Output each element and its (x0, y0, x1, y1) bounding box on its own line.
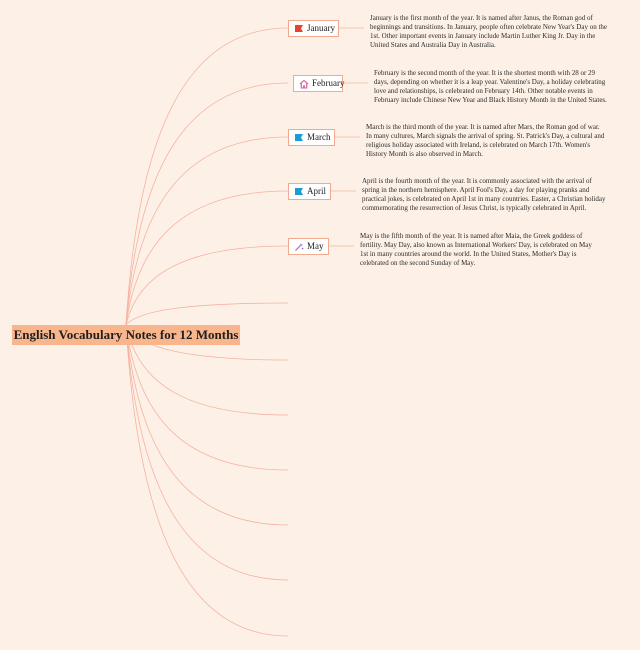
topic-april[interactable] (288, 183, 331, 200)
blue-flag-icon (294, 133, 304, 143)
branch-line (126, 325, 288, 636)
topic-label: February (312, 78, 345, 88)
branch-line (126, 191, 288, 325)
topic-march[interactable] (288, 129, 335, 146)
topic-label: April (307, 186, 326, 196)
topic-label: January (307, 23, 335, 33)
note-may: May is the fifth month of the year. It is named after Maia, the Greek goddess of fertility. May Day, also known as International Workers' Day, is celebrated on May 1st in many countries around the world. In the United States, Mother's Day is celebrated on the second Sunday of May. (360, 232, 592, 267)
red-flag-icon (294, 24, 304, 34)
branch-line (126, 83, 288, 325)
note-april: April is the fourth month of the year. It is commonly associated with the arrival of spring in the northern hemisphere. April Fool's Day, a day for playing pranks and practical jokes, is celebrated on April 1st in many countries. Easter, a Christian holiday commemorating the resurrection of Jesus Christ, is typically celebrated in April. (362, 177, 606, 212)
topic-february[interactable] (293, 75, 343, 92)
note-march: March is the third month of the year. It is named after Mars, the Roman god of war. In many cultures, March signals the arrival of spring. St. Patrick's Day, a cultural and religious holiday associated with Ireland, is celebrated on March 17th. Women's History Month is also observed in March. (366, 123, 605, 158)
note-february: February is the second month of the year. It is the shortest month with 28 or 29 days, depending on whether it is a leap year. Valentine's Day, a holiday celebrating love and relationships, is celebrated on February 14th. Other notable events in February include Chinese New Year and Black History Month in the United States. (374, 69, 607, 104)
branch-line (126, 28, 288, 325)
root-topic[interactable]: English Vocabulary Notes for 12 Months (12, 325, 240, 345)
magic-wand-icon (294, 242, 304, 252)
topic-may[interactable] (288, 238, 329, 255)
branch-line (126, 137, 288, 325)
topic-label: May (307, 241, 324, 251)
topic-label: March (307, 132, 331, 142)
branch-line (126, 325, 288, 470)
topic-january[interactable] (288, 20, 339, 37)
branch-line (126, 325, 288, 580)
note-january: January is the first month of the year. It is named after Janus, the Roman god of beginnings and transitions. In January, people often celebrate New Year's Day on the 1st. Other important events in January include Martin Luther King Jr. Day in the United States and Australia Day in Australia. (370, 14, 607, 49)
branch-line (126, 303, 288, 325)
house-icon (299, 79, 309, 89)
blue-flag-icon (294, 187, 304, 197)
